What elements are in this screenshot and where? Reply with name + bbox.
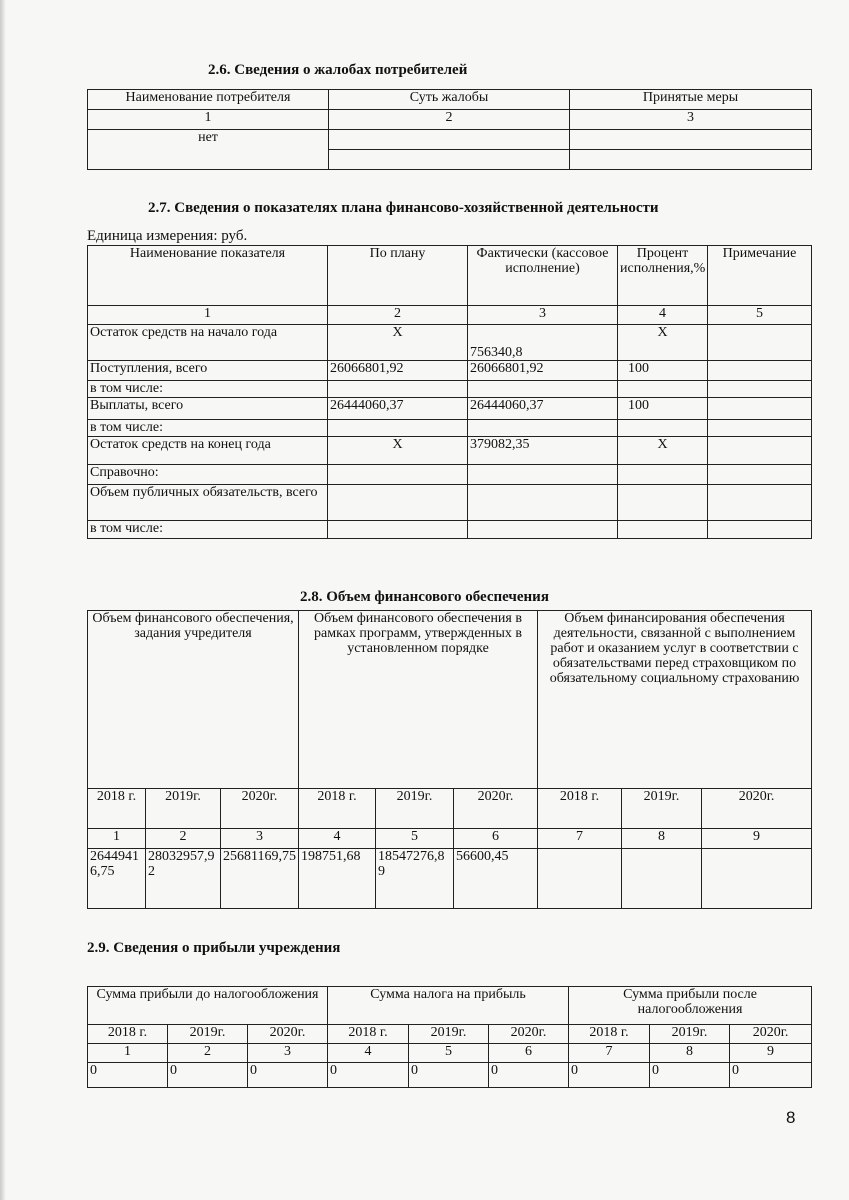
- table-cell: 100: [618, 398, 708, 420]
- year-cell: 2020г.: [730, 1025, 812, 1044]
- value-cell: [538, 849, 622, 909]
- table-cell: 26066801,92: [468, 361, 618, 381]
- num-cell: 5: [376, 829, 454, 849]
- year-cell: 2020г.: [702, 789, 812, 829]
- year-cell: 2018 г.: [299, 789, 376, 829]
- table-cell: [328, 521, 468, 539]
- num-cell: 9: [702, 829, 812, 849]
- value-cell: 0: [88, 1063, 168, 1088]
- value-cell: 0: [730, 1063, 812, 1088]
- scan-shadow: [0, 0, 6, 1200]
- year-cell: 2018 г.: [328, 1025, 409, 1044]
- table-cell: [328, 465, 468, 485]
- num-cell: 5: [708, 306, 812, 325]
- row-label: Поступления, всего: [88, 361, 328, 381]
- header-cell: Фактически (кассовое исполнение): [468, 246, 618, 306]
- table-cell: [329, 130, 570, 150]
- financial-support-table: [87, 610, 812, 909]
- section-2-8-title: 2.8. Объем финансового обеспечения: [300, 589, 549, 605]
- num-cell: 1: [88, 829, 146, 849]
- section-2-9-title: 2.9. Сведения о прибыли учреждения: [87, 940, 341, 956]
- table-cell: [708, 521, 812, 539]
- table-cell: [708, 437, 812, 465]
- num-cell: 4: [299, 829, 376, 849]
- value-cell: 0: [248, 1063, 328, 1088]
- header-cell: Принятые меры: [570, 90, 812, 110]
- table-cell: [618, 420, 708, 437]
- row-label: Остаток средств на конец года: [88, 437, 328, 465]
- num-cell: 8: [622, 829, 702, 849]
- unit-label: Единица измерения: руб.: [87, 228, 248, 244]
- value-cell: 0: [489, 1063, 569, 1088]
- year-cell: 2019г.: [409, 1025, 489, 1044]
- value-cell: 25681169,75: [221, 849, 299, 909]
- num-cell: 2: [328, 306, 468, 325]
- num-cell: 2: [329, 110, 570, 130]
- value-cell: 0: [569, 1063, 650, 1088]
- num-cell: 7: [538, 829, 622, 849]
- table-cell: [468, 420, 618, 437]
- row-label: Справочно:: [88, 465, 328, 485]
- complaints-table: [87, 89, 812, 170]
- year-cell: 2019г.: [168, 1025, 248, 1044]
- profit-table: [87, 986, 812, 1088]
- value-cell: 18547276,89: [376, 849, 454, 909]
- num-cell: 2: [146, 829, 221, 849]
- table-cell: [618, 381, 708, 398]
- table-cell: Х: [618, 437, 708, 465]
- table-cell: 379082,35: [468, 437, 618, 465]
- header-cell: Наименование показателя: [88, 246, 328, 306]
- num-cell: 1: [88, 110, 329, 130]
- table-cell: [468, 485, 618, 521]
- value-cell: 0: [650, 1063, 730, 1088]
- row-label: в том числе:: [88, 381, 328, 398]
- table-cell: [468, 465, 618, 485]
- page-number: 8: [786, 1108, 796, 1127]
- table-cell: Х: [328, 437, 468, 465]
- table-cell: [570, 130, 812, 150]
- table-cell: [328, 485, 468, 521]
- table-cell: [708, 361, 812, 381]
- table-cell: Х: [618, 325, 708, 361]
- num-cell: 2: [168, 1044, 248, 1063]
- year-cell: 2020г.: [248, 1025, 328, 1044]
- value-cell: 26449416,75: [88, 849, 146, 909]
- table-cell: 756340,8: [468, 325, 618, 361]
- table-cell: [618, 465, 708, 485]
- num-cell: 1: [88, 306, 328, 325]
- year-cell: 2019г.: [650, 1025, 730, 1044]
- consumer-cell: нет: [88, 130, 329, 170]
- finance-plan-table: [87, 245, 812, 539]
- table-cell: Х: [328, 325, 468, 361]
- table-cell: [468, 381, 618, 398]
- value-cell: [622, 849, 702, 909]
- value-cell: [702, 849, 812, 909]
- table-cell: [328, 420, 468, 437]
- year-cell: 2020г.: [221, 789, 299, 829]
- year-cell: 2018 г.: [88, 1025, 168, 1044]
- table-cell: 26444060,37: [468, 398, 618, 420]
- num-cell: 9: [730, 1044, 812, 1063]
- group-header: Объем финансового обеспечения в рамках программ, утвержденных в установленном порядке: [299, 611, 538, 789]
- num-cell: 3: [221, 829, 299, 849]
- num-cell: 3: [570, 110, 812, 130]
- num-cell: 8: [650, 1044, 730, 1063]
- table-cell: [708, 398, 812, 420]
- table-cell: [618, 521, 708, 539]
- num-cell: 7: [569, 1044, 650, 1063]
- table-cell: [618, 485, 708, 521]
- num-cell: 6: [489, 1044, 569, 1063]
- group-header: Объем финансирования обеспечения деятельности, связанной с выполнением работ и оказанием услуг в соответствии с обязательствами перед страховщиком по обязательному социальному страхованию: [538, 611, 812, 789]
- table-cell: [708, 485, 812, 521]
- num-cell: 3: [468, 306, 618, 325]
- row-label: в том числе:: [88, 521, 328, 539]
- table-cell: 26444060,37: [328, 398, 468, 420]
- header-cell: Наименование потребителя: [88, 90, 329, 110]
- group-header: Объем финансового обеспечения, задания учредителя: [88, 611, 299, 789]
- num-cell: 4: [328, 1044, 409, 1063]
- header-cell: Процент исполнения,%: [618, 246, 708, 306]
- group-header: Сумма прибыли после налогообложения: [569, 987, 812, 1025]
- value-cell: 0: [409, 1063, 489, 1088]
- year-cell: 2019г.: [376, 789, 454, 829]
- header-cell: Примечание: [708, 246, 812, 306]
- table-cell: 100: [618, 361, 708, 381]
- table-cell: [708, 325, 812, 361]
- value-cell: 28032957,92: [146, 849, 221, 909]
- row-label: Выплаты, всего: [88, 398, 328, 420]
- value-cell: 0: [168, 1063, 248, 1088]
- num-cell: 5: [409, 1044, 489, 1063]
- group-header: Сумма налога на прибыль: [328, 987, 569, 1025]
- table-cell: [708, 465, 812, 485]
- header-cell: Суть жалобы: [329, 90, 570, 110]
- row-label: Объем публичных обязательств, всего: [88, 485, 328, 521]
- value-cell: 0: [328, 1063, 409, 1088]
- year-cell: 2018 г.: [538, 789, 622, 829]
- table-cell: [329, 150, 570, 170]
- year-cell: 2019г.: [622, 789, 702, 829]
- table-cell: [708, 381, 812, 398]
- table-cell: [570, 150, 812, 170]
- value-cell: 198751,68: [299, 849, 376, 909]
- header-cell: По плану: [328, 246, 468, 306]
- section-2-7-title: 2.7. Сведения о показателях плана финансово-хозяйственной деятельности: [148, 200, 659, 216]
- year-cell: 2018 г.: [569, 1025, 650, 1044]
- value-cell: 56600,45: [454, 849, 538, 909]
- year-cell: 2019г.: [146, 789, 221, 829]
- table-cell: [468, 521, 618, 539]
- group-header: Сумма прибыли до налогообложения: [88, 987, 328, 1025]
- section-2-6-title: 2.6. Сведения о жалобах потребителей: [208, 62, 468, 78]
- row-label: Остаток средств на начало года: [88, 325, 328, 361]
- table-cell: [708, 420, 812, 437]
- num-cell: 3: [248, 1044, 328, 1063]
- year-cell: 2018 г.: [88, 789, 146, 829]
- num-cell: 6: [454, 829, 538, 849]
- num-cell: 4: [618, 306, 708, 325]
- year-cell: 2020г.: [489, 1025, 569, 1044]
- table-cell: [328, 381, 468, 398]
- num-cell: 1: [88, 1044, 168, 1063]
- year-cell: 2020г.: [454, 789, 538, 829]
- row-label: в том числе:: [88, 420, 328, 437]
- table-cell: 26066801,92: [328, 361, 468, 381]
